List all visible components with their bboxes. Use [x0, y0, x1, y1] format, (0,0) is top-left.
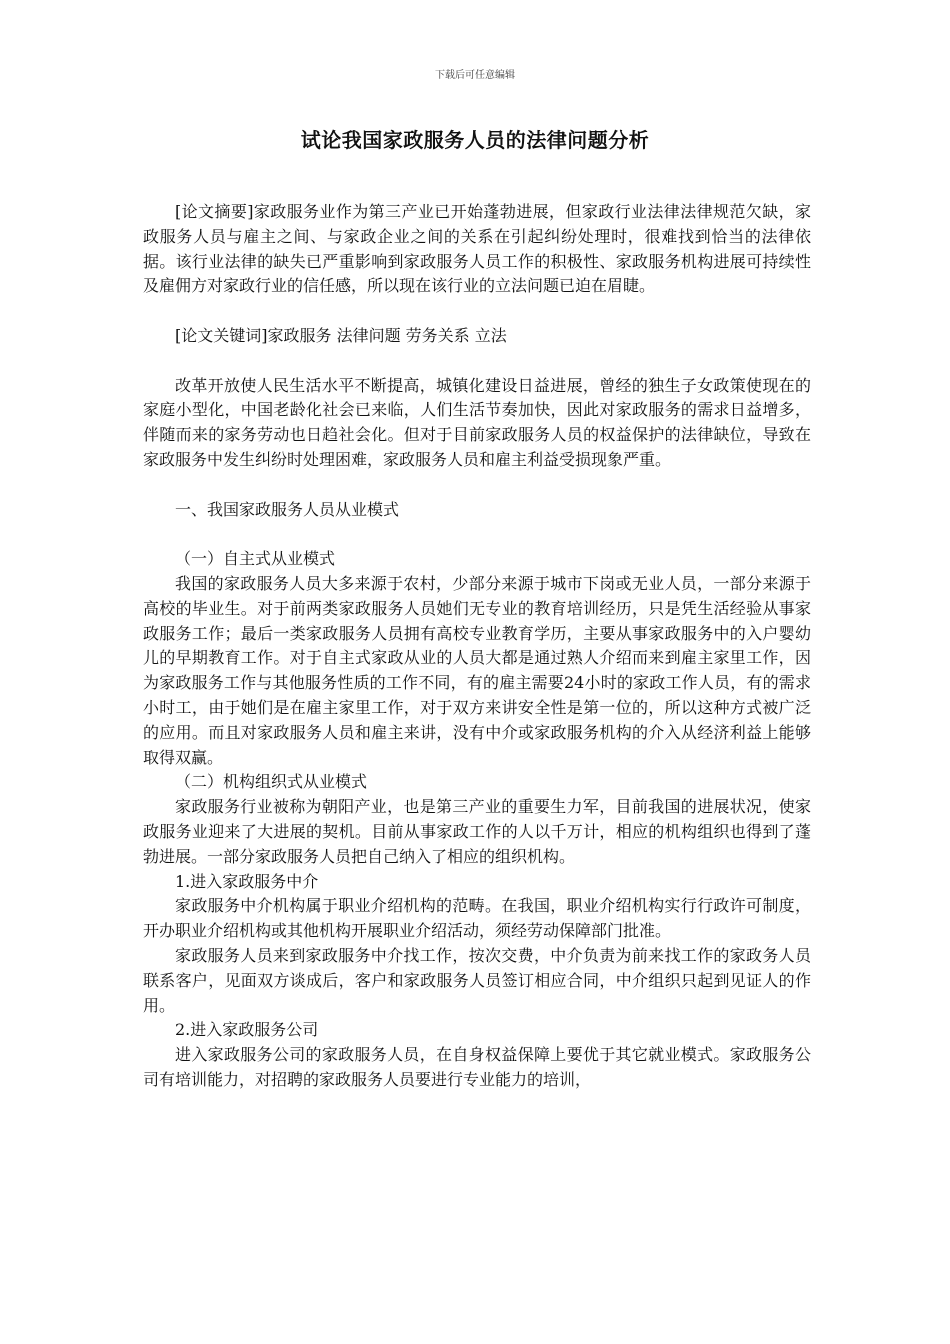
- document-title: 试论我国家政服务人员的法律问题分析: [300, 128, 650, 152]
- document-body: [143, 200, 811, 1093]
- keywords-paragraph: [论文关键词]家政服务 法律问题 劳务关系 立法: [175, 325, 507, 345]
- body-paragraph: 家政服务人员来到家政服务中介找工作，按次交费，中介负责为前来找工作的家政务人员联系客户，见面双方谈成后，客户和家政服务人员签订相应合同，中介组织只起到见证人的作用。: [143, 945, 811, 1015]
- subsection-heading: （二）机构组织式从业模式: [175, 772, 368, 792]
- body-paragraph: 进入家政服务公司的家政服务人员，在自身权益保障上要优于其它就业模式。家政服务公司有培训能力，对招聘的家政服务人员要进行专业能力的培训，: [143, 1045, 811, 1089]
- header-note: 下载后可任意编辑: [435, 70, 515, 81]
- body-paragraph: 家政服务行业被称为朝阳产业，也是第三产业的重要生力军，目前我国的进展状况，使家政服务业迎来了大进展的契机。目前从事家政工作的人以千万计，相应的机构组织也得到了蓬勃进展。一部分家政服务人员把自己纳入了相应的组织机构。: [143, 797, 811, 866]
- item-heading: 2.进入家政服务公司: [175, 1020, 319, 1040]
- item-heading: 1.进入家政服务中介: [175, 871, 319, 891]
- intro-paragraph: 改革开放使人民生活水平不断提高，城镇化建设日益进展，曾经的独生子女政策使现在的家庭小型化，中国老龄化社会已来临，人们生活节奏加快，因此对家政服务的需求日益增多，伴随而来的家务劳动也日趋社会化。但对于目前家政服务人员的权益保护的法律缺位，导致在家政服务中发生纠纷时处理困难，家政服务人员和雇主利益受损现象严重。: [143, 375, 811, 469]
- abstract-paragraph: [论文摘要]家政服务业作为第三产业已开始蓬勃进展，但家政行业法律法律规范欠缺，家政服务人员与雇主之间、与家政企业之间的关系在引起纠纷处理时，很难找到恰当的法律依据。该行业法律的缺失已严重影响到家政服务人员工作的积极性、家政服务机构进展可持续性及雇佣方对家政行业的信任感，所以现在该行业的立法问题已迫在眉睫。: [143, 202, 811, 296]
- body-paragraph: 我国的家政服务人员大多来源于农村，少部分来源于城市下岗或无业人员，一部分来源于高校的毕业生。对于前两类家政服务人员她们无专业的教育培训经历，只是凭生活经验从事家政服务工作；最后一类家政服务人员拥有高校专业教育学历，主要从事家政服务中的入户婴幼儿的早期教育工作。对于自主式家政从业的人员大都是通过熟人介绍而来到雇主家里工作，因为家政服务工作与其他服务性质的工作不同，有的雇主需要24小时的家政工作人员，有的需求小时工，由于她们是在雇主家里工作，对于双方来讲安全性是第一位的，所以这种方式被广泛的应用。而且对家政服务人员和雇主来讲，没有中介或家政服务机构的介入从经济利益上能够取得双赢。: [143, 573, 811, 767]
- body-paragraph: 家政服务中介机构属于职业介绍机构的范畴。在我国，职业介绍机构实行行政许可制度，开办职业介绍机构或其他机构开展职业介绍活动，须经劳动保障部门批准。: [143, 896, 811, 941]
- section-heading: 一、我国家政服务人员从业模式: [175, 499, 400, 519]
- subsection-heading: （一）自主式从业模式: [175, 549, 336, 569]
